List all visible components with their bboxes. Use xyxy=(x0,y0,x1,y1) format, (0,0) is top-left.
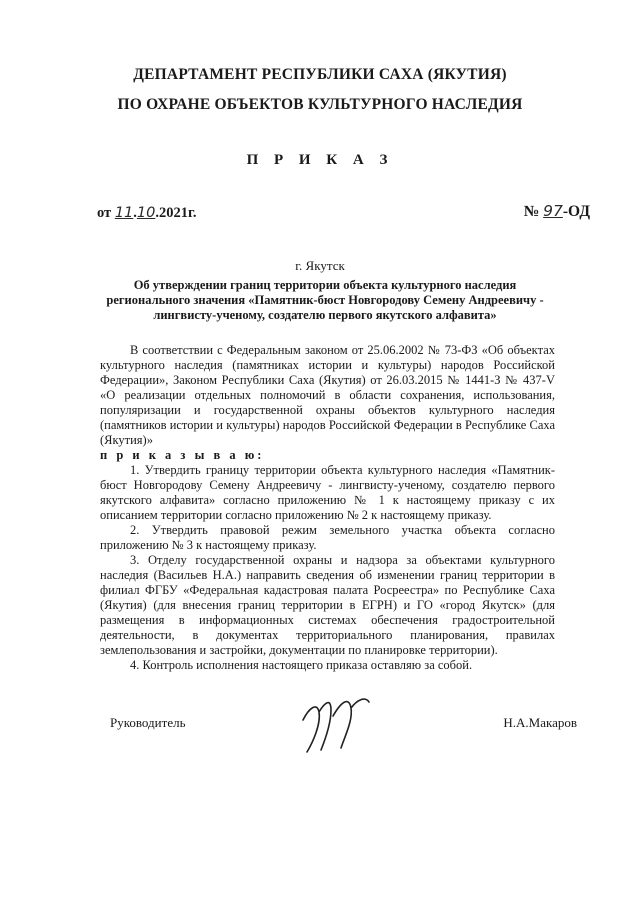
order-date: от 11.10.2021г. xyxy=(97,205,197,221)
orders-word: п р и к а з ы в а ю: xyxy=(100,448,265,462)
department-name-line2: ПО ОХРАНЕ ОБЪЕКТОВ КУЛЬТУРНОГО НАСЛЕДИЯ xyxy=(117,96,523,113)
order-item-4: 4. Контроль исполнения настоящего приказа оставляю за собой. xyxy=(130,658,473,672)
date-month: 10 xyxy=(136,205,156,221)
order-subject: Об утверждении границ территории объекта культурного наследия регионального значения «Памятник-бюст Новгородову Семену Андреевичу - лингвисту-ученому, создателю первого якутского алфавита» xyxy=(106,278,544,322)
number-suffix: -ОД xyxy=(562,203,590,220)
order-item-1: 1. Утвердить границу территории объекта культурного наследия «Памятник-бюст Новгородову Семену Андреевичу - лингвисту-ученому, создателю первого якутского алфавита» согласно приложению № 1 к настоящему приказу с их описанием территории согласно приложению № 2 к настоящему приказу. xyxy=(100,463,555,522)
preamble: В соответствии с Федеральным законом от 25.06.2002 № 73-ФЗ «Об объектах культурного наследия (памятниках истории и культуры) народов Российской Федерации», Законом Республики Саха (Якутия) от 26.03.2015 № 1441-З № 437-V «О реализации отдельных полномочий в области сохранения, использования, популяризации и государственной охраны объектов культурного наследия (памятников истории и культуры) народов Российской Федерации в Республике Саха (Якутия)» xyxy=(100,343,555,447)
city: г. Якутск xyxy=(295,258,345,273)
number-prefix: № xyxy=(523,203,540,220)
order-item-3: 3. Отделу государственной охраны и надзора за объектами культурного наследия (Васильев Н.А.) направить сведения об изменении границ территории в филиал ФГБУ «Федеральная кадастровая палата Росреестра» по Республике Саха (Якутия) (для внесения границ территории в ЕГРН) и ГО «город Якутск» (для размещения в информационных системах обеспечения градостроительной деятельности, в документах территориального планирования, правилах землепользования и застройки, документации по планировке территории). xyxy=(100,553,555,657)
handwritten-signature xyxy=(295,690,385,760)
order-body xyxy=(100,343,555,673)
order-title: П Р И К А З xyxy=(246,152,394,168)
order-item-2: 2. Утвердить правовой режим земельного участка объекта согласно приложению № 3 к настоящему приказу. xyxy=(100,523,555,552)
date-day: 11 xyxy=(114,205,134,221)
signatory-name: Н.А.Макаров xyxy=(503,715,577,730)
department-name-line1: ДЕПАРТАМЕНТ РЕСПУБЛИКИ САХА (ЯКУТИЯ) xyxy=(133,66,507,83)
signatory-position: Руководитель xyxy=(110,715,186,730)
number-value: 97 xyxy=(543,202,563,220)
order-number xyxy=(524,202,590,221)
date-prefix: от xyxy=(97,205,112,221)
date-year: 2021г. xyxy=(158,205,197,221)
